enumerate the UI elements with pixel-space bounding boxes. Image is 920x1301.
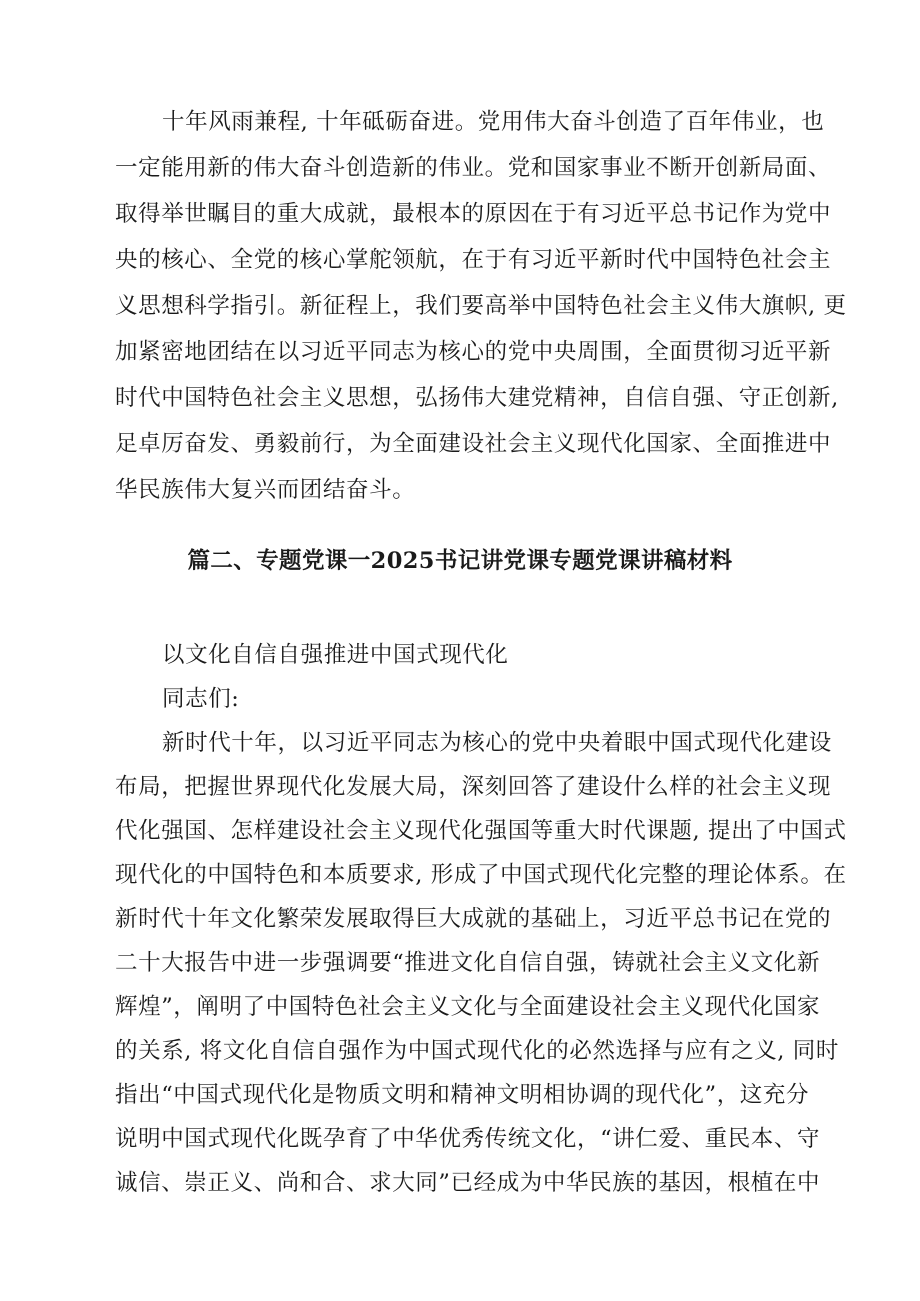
paragraph-line: 现代化的中国特色和本质要求, 形成了中国式现代化完整的理论体系。在 (115, 862, 847, 888)
paragraph-line: 足卓厉奋发、勇毅前行，为全面建设社会主义现代化国家、全面推进中 (115, 431, 832, 457)
paragraph-line: 代化强国、怎样建设社会主义现代化强国等重大时代课题, 提出了中国式 (115, 818, 847, 844)
paragraph-line: 加紧密地团结在以习近平同志为核心的党中央周围，全面贯彻习近平新 (115, 339, 832, 365)
paragraph-line: 时代中国特色社会主义思想，弘扬伟大建党精神，自信自强、守正创新, (115, 385, 839, 411)
paragraph-line: 指出“中国式现代化是物质文明和精神文明相协调的现代化”，这充分 (115, 1082, 810, 1108)
speech-title: 以文化自信自强推进中国式现代化 (162, 642, 509, 668)
paragraph-line: 说明中国式现代化既孕育了中华优秀传统文化，“讲仁爱、重民本、守 (115, 1126, 821, 1152)
salutation: 同志们: (162, 686, 240, 712)
paragraph-line: 华民族伟大复兴而团结奋斗。 (115, 477, 416, 503)
paragraph-line: 二十大报告中进一步强调要“推进文化自信自强，铸就社会主义文化新 (115, 950, 821, 976)
paragraph-line: 的关系, 将文化自信自强作为中国式现代化的必然选择与应有之义, 同时 (115, 1038, 840, 1064)
paragraph-line: 一定能用新的伟大奋斗创造新的伟业。党和国家事业不断开创新局面、 (115, 155, 832, 181)
paragraph-line: 布局，把握世界现代化发展大局，深刻回答了建设什么样的社会主义现 (115, 774, 832, 800)
paragraph-line: 诚信、崇正义、尚和合、求大同”已经成为中华民族的基因，根植在中 (115, 1170, 821, 1196)
section-heading: 篇二、专题党课一2025书记讲党课专题党课讲稿材料 (187, 548, 733, 574)
paragraph-line: 央的核心、全党的核心掌舵领航，在于有习近平新时代中国特色社会主 (115, 247, 832, 273)
paragraph-line: 义思想科学指引。新征程上，我们要高举中国特色社会主义伟大旗帜, 更 (115, 293, 847, 319)
paragraph-line: 辉煌”，阐明了中国特色社会主义文化与全面建设社会主义现代化国家 (115, 994, 821, 1020)
paragraph-line: 新时代十年文化繁荣发展取得巨大成就的基础上，习近平总书记在党的 (115, 906, 832, 932)
paragraph-line: 新时代十年，以习近平同志为核心的党中央着眼中国式现代化建设 (162, 730, 832, 756)
paragraph-line: 取得举世瞩目的重大成就，最根本的原因在于有习近平总书记作为党中 (115, 201, 832, 227)
paragraph-line: 十年风雨兼程, 十年砥砺奋进。党用伟大奋斗创造了百年伟业，也 (162, 109, 825, 135)
